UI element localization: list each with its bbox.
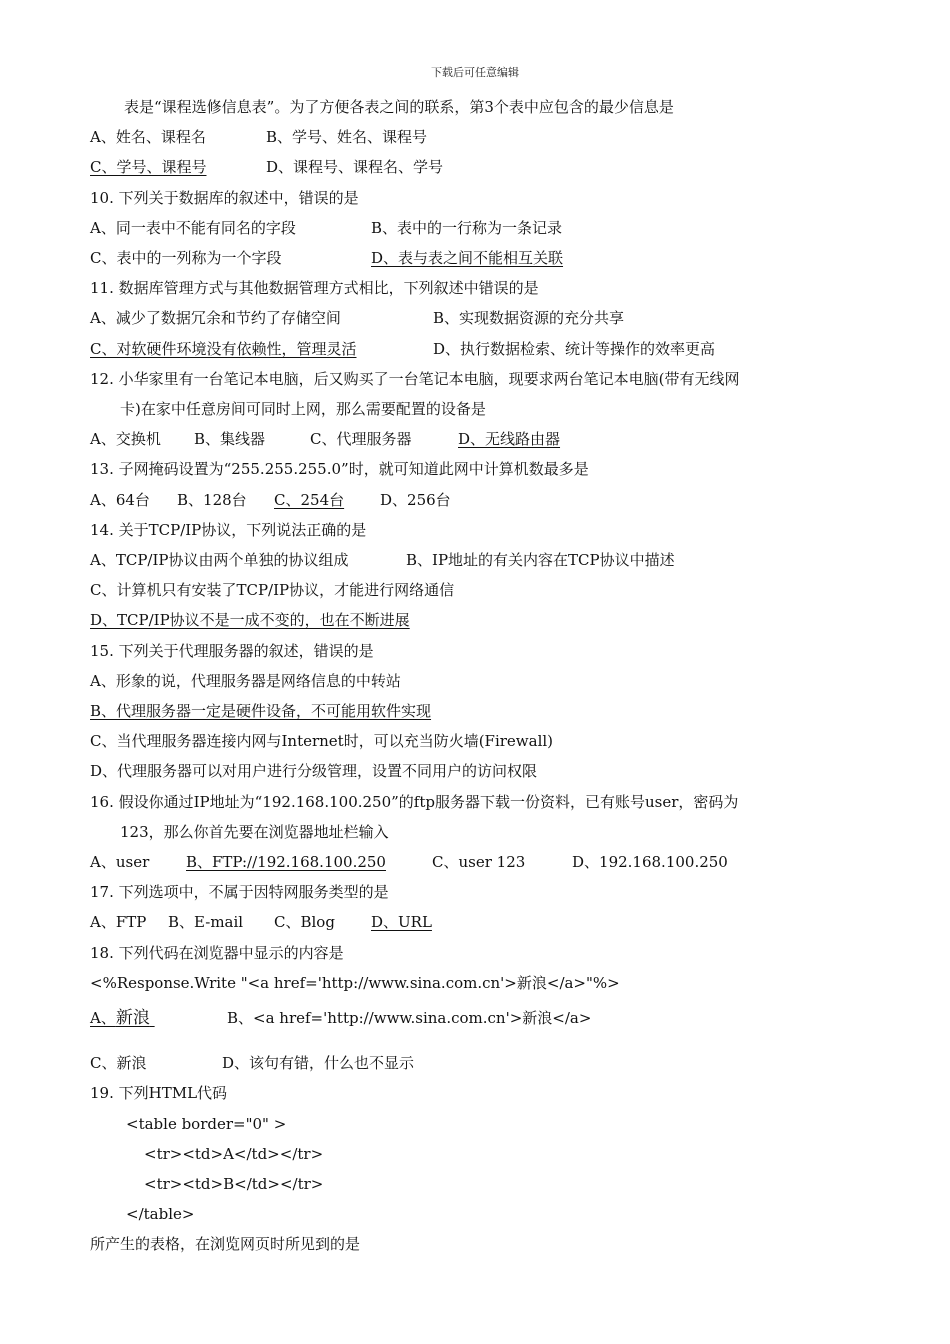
q11-option-d: D、执行数据检索、统计等操作的效率更高 [433,339,716,358]
q10-option-c: C、表中的一列称为一个字段 [90,249,282,268]
q17-option-a: A、FTP [90,913,147,932]
q10-stem: 10. 下列关于数据库的叙述中，错误的是 [90,188,359,207]
q16-options [90,847,880,877]
q12-option-a: A、交换机 [90,430,161,449]
q19-code-line2: <tr><td>A</td></tr> [144,1144,324,1163]
q12-options [90,424,880,454]
q17-option-c: C、Blog [274,913,335,932]
q13-stem: 13. 子网掩码设置为“255.255.255.0”时，就可知道此网中计算机数最多是 [90,460,589,479]
q9-option-b: B、学号、姓名、课程号 [266,128,428,147]
q14-option-c: C、计算机只有安装了TCP/IP协议，才能进行网络通信 [90,581,455,600]
page-header: 下载后可任意编辑 [431,66,519,79]
q12-stem-line2: 卡)在家中任意房间可同时上网，那么需要配置的设备是 [120,400,486,419]
q9-option-d: D、课程号、课程名、学号 [266,158,444,177]
q18-option-c: C、新浪 [90,1054,147,1073]
q18-option-a-rendered-link: 新浪 [115,1008,150,1029]
q14-stem: 14. 关于TCP/IP协议，下列说法正确的是 [90,520,367,539]
q13-options [90,485,880,515]
q12-option-b: B、集线器 [194,430,266,449]
q18-option-a-prefix: A、 [90,1009,116,1028]
q18-option-d: D、该句有错，什么也不显示 [222,1054,415,1073]
q10-options-row1 [90,213,880,243]
q18-options-row2 [90,1048,880,1078]
q11-options-row1 [90,303,880,333]
q16-option-a: A、user [90,853,150,872]
q19-code-line1: <table border="0" > [126,1114,287,1133]
q11-options-row2 [90,334,880,364]
q16-option-d: D、192.168.100.250 [572,853,728,872]
q19-code-line3: <tr><td>B</td></tr> [144,1174,324,1193]
q15-option-d: D、代理服务器可以对用户进行分级管理，设置不同用户的访问权限 [90,762,538,781]
q17-options [90,907,880,937]
q18-option-b: B、<a href='http://www.sina.com.cn'>新浪</a> [227,1009,592,1028]
blank-spacer [90,1038,880,1048]
q13-option-d: D、256台 [380,490,451,509]
q16-option-c: C、user 123 [432,853,526,872]
q17-option-b: B、E-mail [168,913,244,932]
q17-stem: 17. 下列选项中，不属于因特网服务类型的是 [90,883,389,902]
q14-option-d-answer: D、TCP/IP协议不是一成不变的，也在不断进展 [90,611,410,630]
q19-code-line4: </table> [126,1205,195,1224]
q15-stem: 15. 下列关于代理服务器的叙述，错误的是 [90,641,374,660]
q10-option-a: A、同一表中不能有同名的字段 [90,218,296,237]
q13-option-a: A、64台 [90,490,150,509]
q12-option-d-answer: D、无线路由器 [458,430,561,449]
q15-option-a: A、形象的说，代理服务器是网络信息的中转站 [90,671,401,690]
q14-option-b: B、IP地址的有关内容在TCP协议中描述 [406,551,675,570]
q11-option-c-answer: C、对软硬件环境没有依赖性，管理灵活 [90,339,357,358]
q12-option-c: C、代理服务器 [310,430,412,449]
q11-stem: 11. 数据库管理方式与其他数据管理方式相比，下列叙述中错误的是 [90,279,539,298]
q17-option-d-answer: D、URL [371,913,432,932]
q19-stem: 19. 下列HTML代码 [90,1084,228,1103]
q14-options-row1 [90,545,880,575]
q15-option-c: C、当代理服务器连接内网与Internet时，可以充当防火墙(Firewall) [90,732,554,751]
q14-option-a: A、TCP/IP协议由两个单独的协议组成 [90,551,349,570]
q9-option-a: A、姓名、课程名 [90,128,206,147]
q10-option-b: B、表中的一行称为一条记录 [371,218,563,237]
q9-stem-continued: 表是“课程选修信息表”。为了方便各表之间的联系，第3个表中应包含的最少信息是 [124,98,674,116]
q9-options-row1 [90,122,880,152]
q10-option-d-answer: D、表与表之间不能相互关联 [371,249,564,268]
q16-stem-line2: 123，那么你首先要在浏览器地址栏输入 [120,822,389,841]
q12-stem-line1: 12. 小华家里有一台笔记本电脑，后又购买了一台笔记本电脑，现要求两台笔记本电脑(带有无线网 [90,369,740,388]
question-document [90,92,880,1260]
q11-option-b: B、实现数据资源的充分共享 [433,309,625,328]
q16-stem-line1: 16. 假设你通过IP地址为“192.168.100.250”的ftp服务器下载一份资料，已有账号user，密码为 [90,792,739,811]
q9-option-c-answer: C、学号、课程号 [90,158,207,177]
q15-option-b-answer: B、代理服务器一定是硬件设备，不可能用软件实现 [90,702,432,721]
q10-options-row2 [90,243,880,273]
q18-code: <%Response.Write "<a href='http://www.sina.com.cn'>新浪</a>"%> [90,973,620,992]
q9-options-row2 [90,152,880,182]
q11-option-a: A、减少了数据冗余和节约了存储空间 [90,309,341,328]
q18-stem: 18. 下列代码在浏览器中显示的内容是 [90,943,344,962]
q18-options-row1 [90,998,880,1038]
q13-option-c-answer: C、254台 [274,490,345,509]
q19-stem-tail: 所产生的表格，在浏览网页时所见到的是 [90,1235,361,1254]
q13-option-b: B、128台 [177,490,247,509]
q16-option-b-answer: B、FTP://192.168.100.250 [186,853,386,872]
